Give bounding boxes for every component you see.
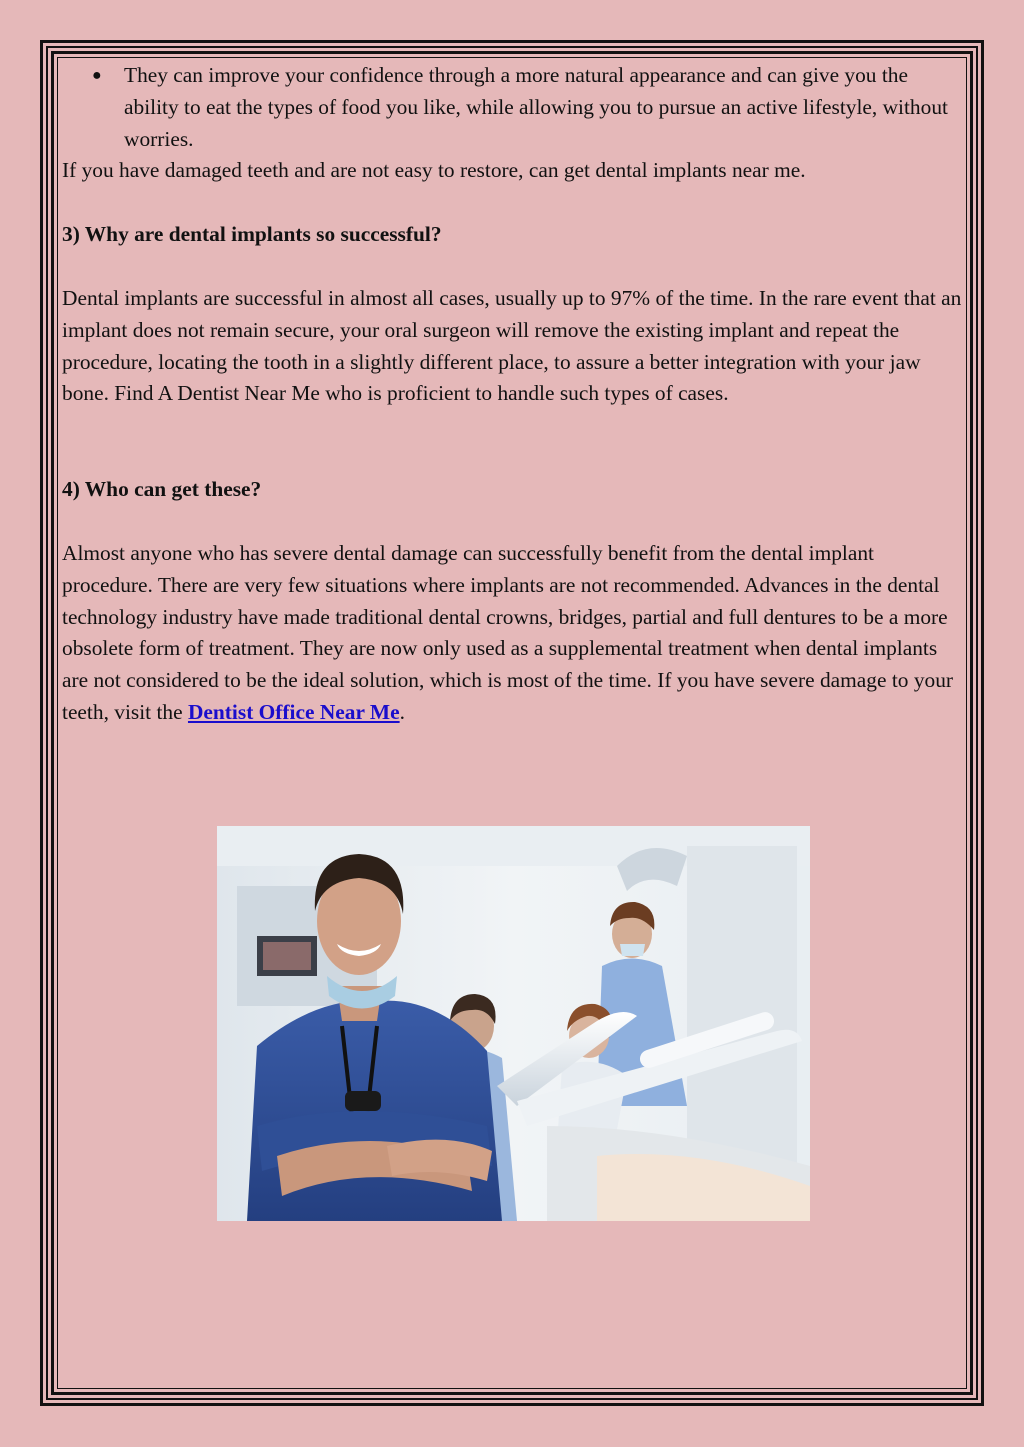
dental-team-photo [217,826,810,1221]
intro-paragraph: If you have damaged teeth and are not easy to restore, can get dental implants near me. [62,158,806,183]
section-4-trailing: . [399,699,405,724]
section-4-heading: 4) Who can get these? [62,477,262,502]
list-item [62,60,962,155]
section-3-heading: 3) Why are dental implants so successful? [62,222,442,247]
section-4-text: Almost anyone who has severe dental damage can successfully benefit from the dental implant procedure. There are very few situations where implants are not recommended. Advances in the dental technology industry have made traditional dental crowns, bridges, partial and full dentures to be a more obsolete form of treatment. They are now only used as a supplemental treatment when dental implants are not considered to be the ideal solution, which is most of the time. If you have severe damage to your teeth, visit the [62,540,954,724]
section-3-paragraph: Dental implants are successful in almost all cases, usually up to 97% of the time. In the rare event that an implant does not remain secure, your oral surgeon will remove the existing implant and repeat the procedure, locating the tooth in a slightly different place, to assure a better integration with your jaw bone. Find A Dentist Near Me who is proficient to handle such types of cases. [62,285,962,406]
bullet-text: They can improve your confidence through a more natural appearance and can give you the ability to eat the types of food you like, while allowing you to pursue an active lifestyle, without worries. [124,63,948,151]
document-body [62,60,962,729]
dentist-office-link[interactable]: Dentist Office Near Me [187,699,400,724]
section-4-paragraph [62,538,962,729]
bullet-icon: ● [92,67,102,84]
